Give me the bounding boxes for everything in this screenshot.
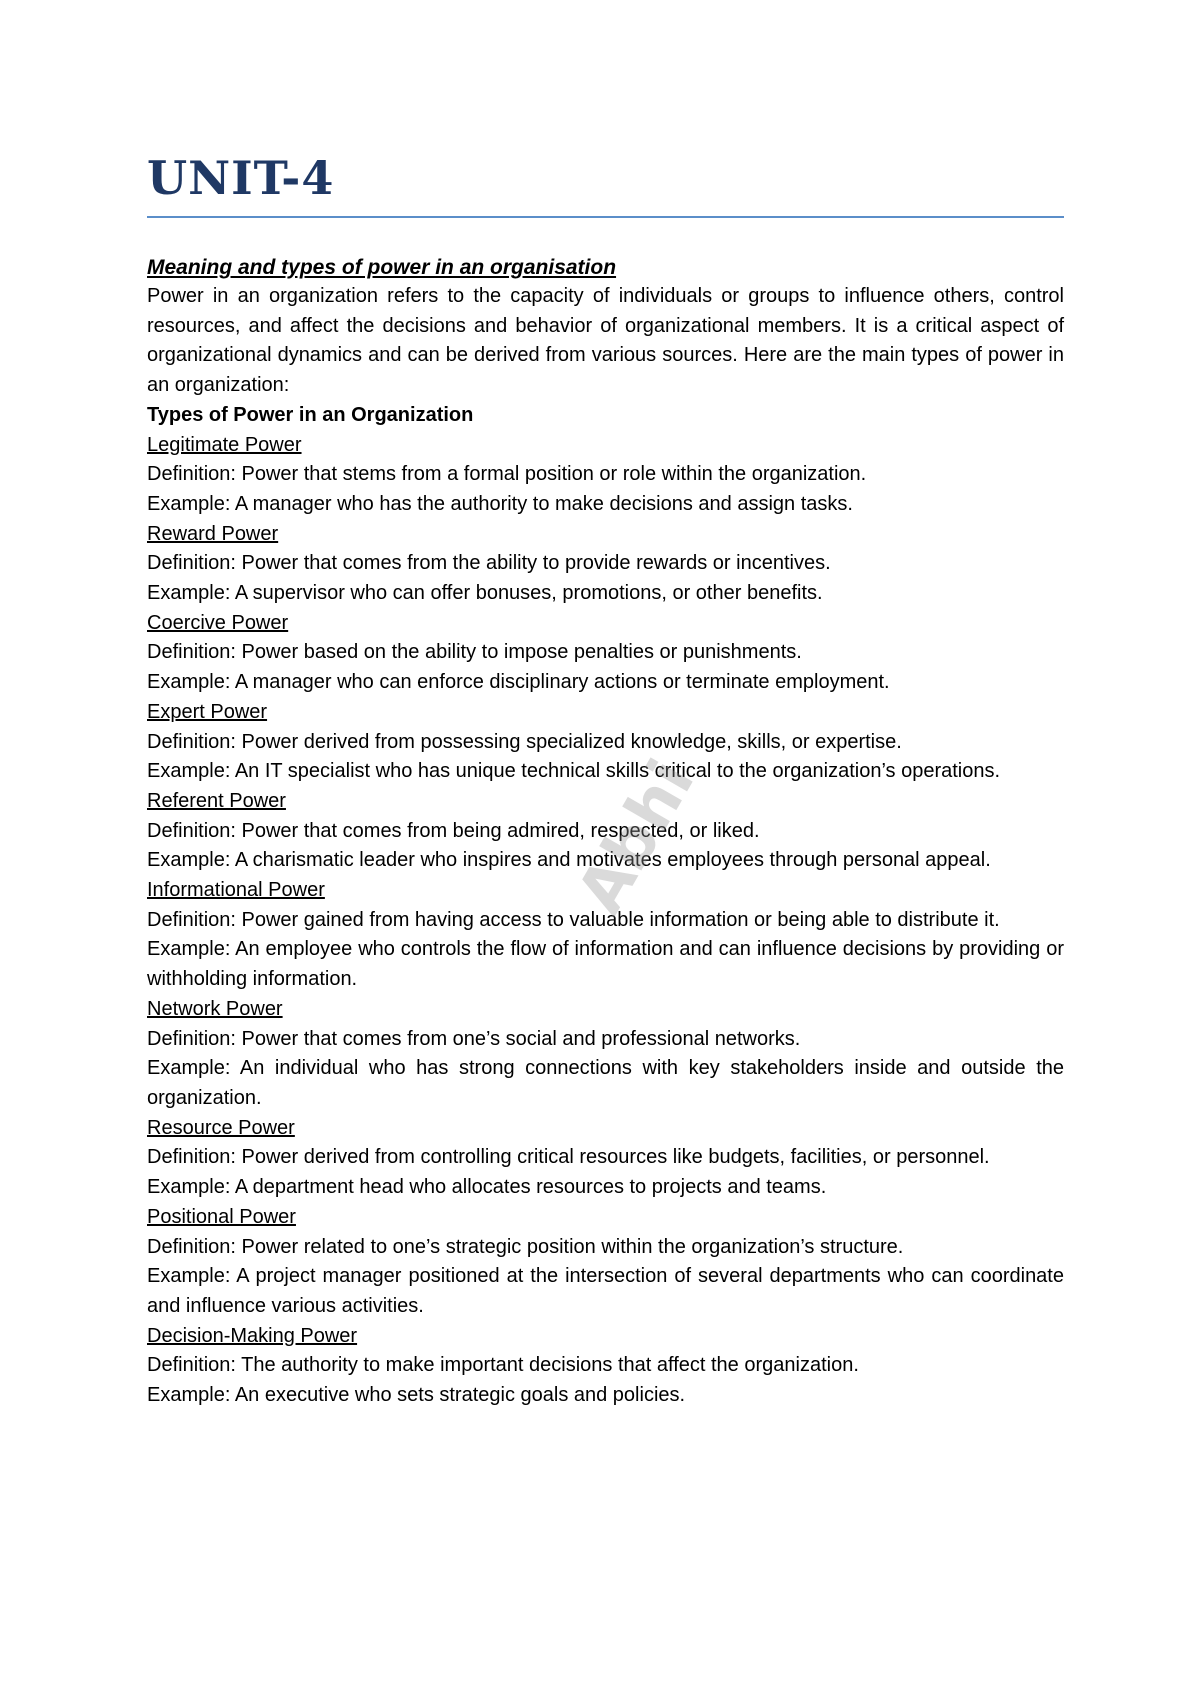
power-type-item xyxy=(147,876,1064,995)
power-type-example: Example: A manager who can enforce disciplinary actions or terminate employment. xyxy=(147,671,890,694)
power-type-definition: Definition: Power that stems from a formal position or role within the organization. xyxy=(147,463,867,486)
types-heading: Types of Power in an Organization xyxy=(147,403,474,426)
power-type-item xyxy=(147,1114,1064,1203)
watermark: Abhi xyxy=(563,747,710,927)
power-type-name: Network Power xyxy=(147,997,283,1020)
document-page xyxy=(147,150,1064,1411)
power-type-name: Reward Power xyxy=(147,522,279,545)
power-type-item xyxy=(147,698,1064,787)
power-type-example: Example: An IT specialist who has unique technical skills critical to the organization’s operations. xyxy=(147,760,1001,783)
power-type-definition: Definition: Power related to one’s strategic position within the organization’s structure. xyxy=(147,1235,904,1258)
intro-paragraph: Power in an organization refers to the capacity of individuals or groups to influence others, control resources, and affect the decisions and behavior of organizational members. It is a critical aspect of organizational dynamics and can be derived from various sources. Here are the main types of power in an organization: xyxy=(147,285,1064,397)
power-type-item xyxy=(147,1322,1064,1411)
power-type-list xyxy=(147,431,1064,1411)
unit-title: UNIT-4 xyxy=(147,151,335,205)
power-type-name: Expert Power xyxy=(147,700,268,723)
power-type-name: Coercive Power xyxy=(147,611,289,634)
section-heading: Meaning and types of power in an organisation xyxy=(147,256,617,279)
power-type-name: Decision-Making Power xyxy=(147,1324,358,1347)
power-type-definition: Definition: Power that comes from one’s social and professional networks. xyxy=(147,1027,801,1050)
power-type-definition: Definition: The authority to make important decisions that affect the organization. xyxy=(147,1354,859,1377)
power-type-example: Example: A supervisor who can offer bonuses, promotions, or other benefits. xyxy=(147,582,823,605)
power-type-name: Referent Power xyxy=(147,789,286,812)
title-divider xyxy=(147,216,1064,218)
power-type-name: Informational Power xyxy=(147,879,325,902)
power-type-name: Legitimate Power xyxy=(147,433,302,456)
power-type-example: Example: A department head who allocates resources to projects and teams. xyxy=(147,1176,827,1199)
power-type-item xyxy=(147,1203,1064,1322)
power-type-example: Example: A charismatic leader who inspires and motivates employees through personal appeal. xyxy=(147,849,991,872)
power-type-name: Resource Power xyxy=(147,1116,295,1139)
power-type-item xyxy=(147,995,1064,1114)
power-type-name: Positional Power xyxy=(147,1205,296,1228)
power-type-definition: Definition: Power that comes from the ability to provide rewards or incentives. xyxy=(147,552,831,575)
power-type-example: Example: An executive who sets strategic goals and policies. xyxy=(147,1384,686,1407)
power-type-definition: Definition: Power derived from possessing specialized knowledge, skills, or expertise. xyxy=(147,730,902,753)
power-type-example: Example: A manager who has the authority to make decisions and assign tasks. xyxy=(147,492,853,515)
power-type-example: Example: An employee who controls the flow of information and can influence decisions by providing or withholding information. xyxy=(147,938,1064,991)
power-type-item xyxy=(147,431,1064,520)
power-type-definition: Definition: Power that comes from being admired, respected, or liked. xyxy=(147,819,760,842)
power-type-example: Example: A project manager positioned at the intersection of several departments who can coordinate and influence various activities. xyxy=(147,1265,1064,1317)
power-type-definition: Definition: Power derived from controlling critical resources like budgets, facilities, or personnel. xyxy=(147,1146,990,1169)
power-type-item xyxy=(147,609,1064,698)
power-type-item xyxy=(147,787,1064,876)
power-type-item xyxy=(147,520,1064,609)
power-type-definition: Definition: Power gained from having access to valuable information or being able to distribute it. xyxy=(147,908,1000,931)
power-type-example: Example: An individual who has strong connections with key stakeholders inside and outside the organization. xyxy=(147,1057,1064,1109)
power-type-definition: Definition: Power based on the ability to impose penalties or punishments. xyxy=(147,641,802,664)
